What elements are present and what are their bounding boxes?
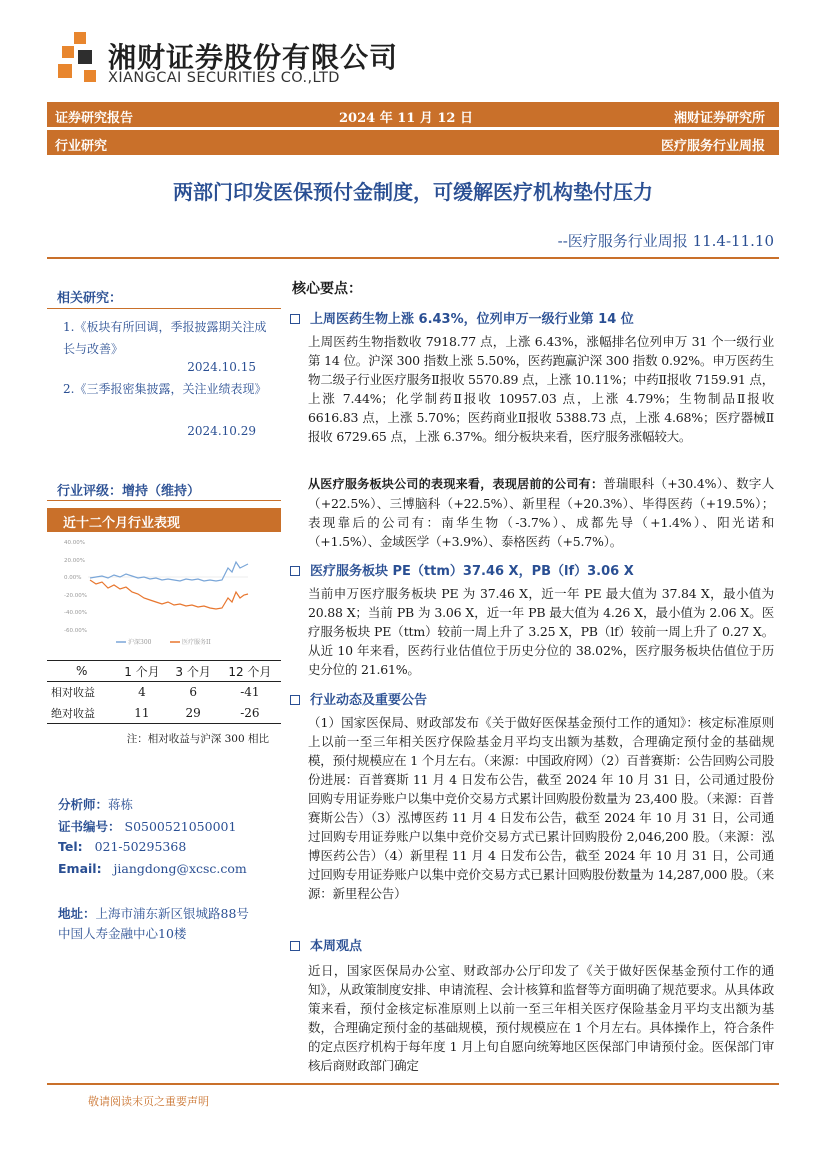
series-line-medical <box>90 580 248 609</box>
address-line-2: 中国人寿金融中心10楼 <box>58 926 187 941</box>
company-name-en: XIANGCAI SECURITIES CO.,LTD <box>108 70 340 86</box>
y-tick-label: 0.00% <box>64 575 82 581</box>
table-row <box>47 682 281 703</box>
section-body: 当前申万医疗服务板块 PE 为 37.46 X，近一年 PE 最大值为 37.84 X，最小值为 20.88 X；当前 PB 为 3.06 X，近一年 PB 最大值为 4.26 X，最小值为 2.06 X。医疗服务板块 PE（ttm）较前一周上升了 3.25 X，PB（lf）较前一周上升了 0.27 X。从近 10 年来看，医药行业估值位于历史分位的 38.02%，医疗服务板块估值位于历史分位的 21.61%。 <box>308 586 774 677</box>
report-title: 两部门印发医保预付金制度，可缓解医疗机构垫付压力 <box>173 180 653 204</box>
checkbox-bullet-icon <box>290 314 300 324</box>
checkbox-bullet-icon <box>290 566 300 576</box>
table-cell: 29 <box>168 703 219 724</box>
performance-table <box>47 660 281 724</box>
header-band-bottom <box>47 130 779 155</box>
section-title: 本周观点 <box>310 939 363 954</box>
related-item-2[interactable]: 2.《三季报密集披露，关注业绩表现》 <box>63 382 267 396</box>
report-subtitle: --医疗服务行业周报 11.4-11.10 <box>557 232 774 250</box>
section-weekly-view <box>290 935 362 954</box>
key-points-heading: 核心要点： <box>292 281 362 297</box>
checkbox-bullet-icon <box>290 695 300 705</box>
report-series: 医疗服务行业周报 <box>660 139 765 154</box>
y-tick-label: -20.00% <box>64 593 87 599</box>
section-title: 上周医药生物上涨 6.43%，位列申万一级行业第 14 位 <box>310 312 634 327</box>
table-note: 注：相对收益与沪深 300 相比 <box>126 733 269 745</box>
tel-label: Tel: <box>58 839 83 854</box>
performance-heading: 近十二个月行业表现 <box>47 508 281 532</box>
email-label: Email: <box>58 861 102 876</box>
series-line-hs300 <box>90 562 248 581</box>
legend-medical: 医疗服务II <box>182 639 211 646</box>
section-title: 行业动态及重要公告 <box>310 693 428 708</box>
address-label: 地址： <box>58 906 96 921</box>
table-cell: 4 <box>138 685 146 700</box>
analyst-email-row <box>58 861 247 876</box>
table-header-cell: 12 个月 <box>219 661 281 682</box>
section-title: 医疗服务板块 PE（ttm）37.46 X，PB（lf）3.06 X <box>310 564 634 579</box>
related-date-2: 2024.10.29 <box>187 424 256 438</box>
analyst-cert-row <box>58 817 236 835</box>
related-date-1: 2024.10.15 <box>187 360 256 374</box>
address-row <box>58 904 249 922</box>
address-row-2 <box>58 924 186 942</box>
footer-divider <box>47 1083 779 1085</box>
table-cell: -26 <box>219 703 281 724</box>
related-research-heading: 相关研究： <box>57 291 123 306</box>
table-header-cell: 1 个月 <box>116 661 167 682</box>
table-header-row <box>47 661 281 682</box>
analyst-label: 分析师： <box>58 797 109 812</box>
y-tick-label: 40.00% <box>64 540 85 546</box>
table-cell: 11 <box>116 703 167 724</box>
tel-number: 021-50295368 <box>94 839 187 854</box>
related-item-1[interactable]: 1.《板块有所回调，季报披露期关注成长与改善》 <box>63 320 267 356</box>
table-header-cell: 3 个月 <box>168 661 219 682</box>
checkbox-bullet-icon <box>290 941 300 951</box>
row-label: 相对收益 <box>51 686 95 700</box>
table-header-cell: % <box>47 661 116 682</box>
header-band-top <box>47 102 779 127</box>
report-type: 证券研究报告 <box>55 111 134 126</box>
section-weekly-performance <box>290 308 634 327</box>
performance-chart <box>58 532 258 652</box>
company-name-cn: 湘财证券股份有限公司 <box>108 41 399 74</box>
title-divider <box>47 257 779 259</box>
y-tick-label: -60.00% <box>64 628 87 634</box>
company-logo-icon <box>56 30 102 86</box>
footer-disclaimer: 敬请阅读末页之重要声明 <box>88 1095 209 1108</box>
row-label: 绝对收益 <box>47 703 116 724</box>
section-body: （1）国家医保局、财政部发布《关于做好医保基金预付工作的通知》：核定标准原则上以前一至三年相关医疗保险基金月平均支出额为基数，合理确定预付金的基础规模，预付规模应在 1 个月左右。（来源：中国政府网）（2）百普赛斯：公告回购公司股份进展：百普赛斯 11 月 4 日发布公告，截至 2024 年 10 月 31 日，公司通过股份回购专用证券账户以集中竞价交易方式累计回购股份数量为 23,400 股。（来源：百普赛斯公告）（3）泓博医药 11 月 4 日发布公告，截至 2024 年 10 月 31 日，公司通过回购专用证券账户以集中竞价交易方式已累计回购股份 2,046,200 股。（来源：泓博医药公告）（4）新里程 11 月 4 日发布公告，截至 2024 年 10 月 31 日，公司通过回购专用证券账户以集中竞价交易方式已累计回购股份数量为 14,287,000 股。（来源：新里程公告） <box>308 715 774 901</box>
section-industry-news <box>290 689 427 708</box>
report-category: 行业研究 <box>55 139 108 154</box>
email-link[interactable]: jiangdong@xcsc.com <box>113 861 247 876</box>
legend-hs300: 沪深300 <box>128 639 152 646</box>
section-body: 近日，国家医保局办公室、财政部办公厅印发了《关于做好医保基金预付工作的通知》，从政策制度安排、申请流程、会计核算和监督等方面明确了规范要求。从具体政策来看，预付金核定标准原则上以前一至三年相关医疗保险基金月平均支出额为基数，合理确定预付金的基础规模，预付规模应在 1 个月左右。具体操作上，符合条件的定点医疗机构于每年度 1 月上旬自愿向统筹地区医保部门申请预付金。医保部门审核后商财政部门确定 <box>308 963 774 1073</box>
rating-divider <box>47 500 281 501</box>
section-valuation <box>290 560 634 579</box>
table-cell: 6 <box>189 685 197 700</box>
y-tick-label: -40.00% <box>64 610 87 616</box>
paragraph-text: 普瑞眼科（+30.4%）、数字人（+22.5%）、三博脑科（+22.5%）、新里程（+20.3%）、毕得医药（+19.5%）；表现靠后的公司有：南华生物（-3.7%）、成都先导（+1.4%）、阳光诺和（+1.5%）、金域医学（+3.9%）、泰格医药（+5.7%）。 <box>308 476 775 549</box>
table-cell: -41 <box>240 685 260 700</box>
y-tick-label: 20.00% <box>64 558 85 564</box>
cert-label: 证书编号： <box>58 819 121 834</box>
cert-number: S0500521050001 <box>124 819 237 834</box>
company-performance-paragraph <box>308 474 774 551</box>
analyst-name: 蒋栋 <box>108 797 134 812</box>
address-line-1: 上海市浦东新区银城路88号 <box>95 906 249 921</box>
report-date: 2024 年 11 月 12 日 <box>339 111 473 126</box>
industry-rating: 行业评级：增持（维持） <box>57 484 201 499</box>
institute-name: 湘财证券研究所 <box>673 111 765 126</box>
table-row <box>47 703 281 724</box>
section-body: 上周医药生物指数收 7918.77 点，上涨 6.43%，涨幅排名位列申万 31 个一级行业第 14 位。沪深 300 指数上涨 5.50%，医药跑赢沪深 300 指数 0.92%。申万医药生物二级子行业医疗服务Ⅱ报收 5570.89 点，上涨 10.11%；中药Ⅱ报收 7159.91 点，上涨 7.44%；化学制药Ⅱ报收 10957.03 点，上涨 4.79%；生物制品Ⅱ报收 6616.83 点，上涨 5.70%；医药商业Ⅱ报收 5388.73 点，上涨 4.68%；医疗器械Ⅱ报收 6729.65 点，上涨 6.37%。细分板块来看，医疗服务涨幅较大。 <box>308 334 774 444</box>
related-divider <box>47 308 281 309</box>
analyst-tel-row <box>58 839 186 854</box>
analyst-name-row <box>58 795 133 813</box>
paragraph-lead: 从医疗服务板块公司的表现来看，表现居前的公司有： <box>308 477 604 491</box>
